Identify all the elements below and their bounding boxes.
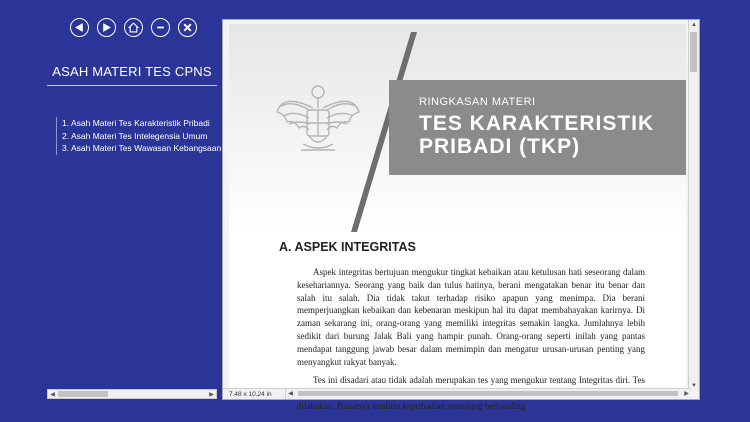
banner-subtitle: RINGKASAN MATERI (419, 96, 536, 108)
toc-item-karakteristik-pribadi[interactable]: 1. Asah Materi Tes Karakteristik Pribadi (62, 118, 210, 128)
forward-button[interactable] (97, 18, 116, 37)
banner-title-line1: TES KARAKTERISTIK (419, 112, 655, 135)
home-button[interactable] (124, 18, 143, 37)
home-icon (128, 22, 139, 33)
sidebar-horizontal-scrollbar[interactable] (47, 389, 217, 399)
minus-icon (155, 22, 166, 33)
back-arrow-icon (74, 22, 85, 33)
document-viewer (222, 19, 700, 411)
vertical-scrollbar-thumb[interactable] (690, 32, 697, 72)
forward-arrow-icon (101, 22, 112, 33)
table-of-contents (56, 117, 222, 155)
back-button[interactable] (70, 18, 89, 37)
banner-title (419, 112, 654, 158)
sidebar-title: ASAH MATERI TES CPNS (47, 64, 217, 86)
banner-title-line2: PRIBADI (TKP) (419, 135, 581, 158)
close-button[interactable] (178, 18, 197, 37)
scroll-left-arrow-icon[interactable]: ◀ (50, 391, 55, 398)
paragraph-2: Tes ini disadari atau tidak adalah merupakan tes yang mengukur tentang Integritas diri. Tes dilakukan. Biasanya kualitas kepribadian seseorang berbanding (297, 375, 645, 411)
scroll-down-arrow-icon[interactable]: ▼ (691, 383, 697, 389)
status-bar (223, 388, 691, 399)
scrollbar-thumb[interactable] (58, 391, 108, 397)
close-icon (182, 22, 193, 33)
section-heading: A. ASPEK INTEGRITAS (279, 240, 416, 254)
toc-item-wawasan-kebangsaan[interactable]: 3. Asah Materi Tes Wawasan Kebangsaan (62, 143, 222, 153)
scroll-up-arrow-icon[interactable]: ▲ (691, 22, 697, 28)
hscroll-right-arrow-icon[interactable]: ▶ (684, 390, 689, 397)
paragraph-1: Aspek integritas bertujuan mengukur tingkat kebaikan atau ketulusan hati seseorang dalam kesehariannya. Seorang yang baik dan tulus hatinya, berani mengatakan benar itu benar dan salah itu salah. Dia tidak takut terhadap risiko apapun yang menimpa. Dia berani memperjuangkan kebaikan dan kebenaran meskipun hal itu dapat membahayakan karirnya. Di zaman sekarang ini, orang-orang yang memiliki integritas semakin langka. Jumlahnya lebih sedikit dari burung Jalak Bali yang hampir punah. Orang-orang seperti inilah yang pantas mendapat tanggung jawab besar dalam memimpin dan mengatur urusan-urusan penting yang menyangkut rakyat banyak. (297, 267, 645, 367)
horizontal-scrollbar[interactable] (286, 389, 691, 399)
toc-item-intelegensia-umum[interactable]: 2. Asah Materi Tes Intelegensia Umum (62, 130, 208, 141)
scroll-right-arrow-icon[interactable]: ▶ (209, 391, 214, 398)
toolbar (70, 18, 197, 37)
hscroll-left-arrow-icon[interactable]: ◀ (288, 390, 293, 397)
horizontal-scrollbar-thumb[interactable] (298, 391, 678, 396)
minimize-button[interactable] (151, 18, 170, 37)
page-size-label: 7.48 x 10.24 in (223, 389, 286, 399)
vertical-scrollbar[interactable] (688, 20, 699, 391)
